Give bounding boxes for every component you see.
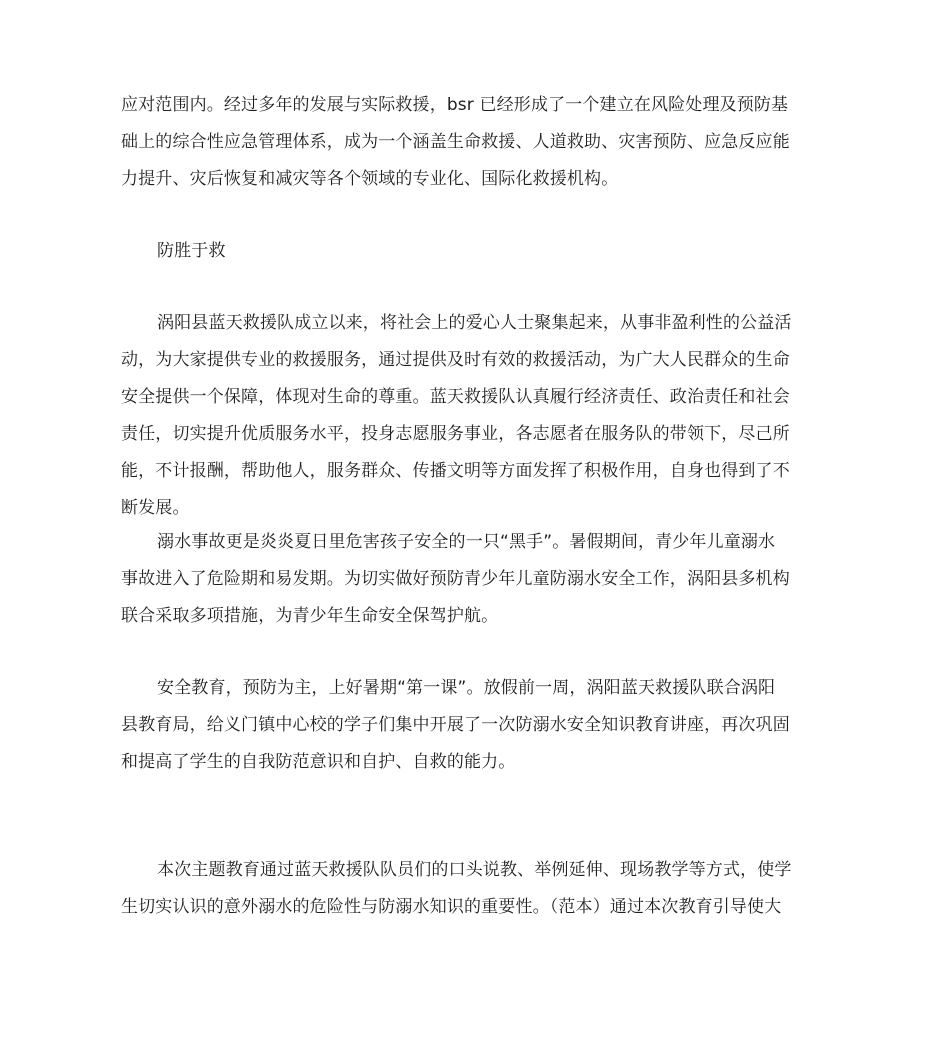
- text-line: 联合采取多项措施，为青少年生命安全保驾护航。: [121, 606, 499, 626]
- text-line: 础上的综合性应急管理体系，成为一个涵盖生命救援、人道救助、灾害预防、应急反应能: [121, 132, 790, 152]
- section-heading: [121, 233, 841, 270]
- text-line: 应对范围内。经过多年的发展与实际救援，bsr 已经形成了一个建立在风险处理及预防基: [121, 95, 789, 115]
- paragraph-bsr-intro: [121, 87, 841, 198]
- heading-text: 防胜于救: [157, 241, 226, 261]
- text-line: 力提升、灾后恢复和减灾等各个领域的专业化、国际化救援机构。: [121, 169, 619, 189]
- text-line: 事故进入了危险期和易发期。为切实做好预防青少年儿童防溺水安全工作，涡阳县多机构: [121, 569, 790, 589]
- paragraph-theme-education: [121, 852, 841, 926]
- text-line: 涡阳县蓝天救援队成立以来，将社会上的爱心人士聚集起来，从事非盈利性的公益活: [157, 313, 792, 333]
- text-line: 县教育局，给义门镇中心校的学子们集中开展了一次防溺水安全知识教育讲座，再次巩固: [121, 715, 790, 735]
- text-line: 溺水事故更是炎炎夏日里危害孩子安全的一只“黑手”。暑假期间，青少年儿童溺水: [157, 532, 776, 552]
- text-line: 生切实认识的意外溺水的危险性与防溺水知识的重要性。（范本）通过本次教育引导使大: [121, 897, 782, 917]
- paragraph-drowning: [121, 524, 841, 635]
- text-line: 责任，切实提升优质服务水平，投身志愿服务事业，各志愿者在服务队的带领下，尽己所: [121, 424, 790, 444]
- text-line: 本次主题教育通过蓝天救援队队员们的口头说教、举例延伸、现场教学等方式，使学: [157, 860, 792, 880]
- text-line: 安全教育，预防为主，上好暑期“第一课”。放假前一周，涡阳蓝天救援队联合涡阳: [157, 678, 776, 698]
- text-line: 安全提供一个保障，体现对生命的尊重。蓝天救援队认真履行经济责任、政治责任和社会: [121, 387, 790, 407]
- paragraph-team-intro: [121, 305, 841, 527]
- paragraph-safety-education: [121, 670, 841, 781]
- text-line: 动，为大家提供专业的救援服务，通过提供及时有效的救援活动，为广大人民群众的生命: [121, 350, 790, 370]
- text-line: 和提高了学生的自我防范意识和自护、自救的能力。: [121, 752, 516, 772]
- text-line: 断发展。: [121, 498, 190, 518]
- text-line: 能，不计报酬，帮助他人，服务群众、传播文明等方面发挥了积极作用，自身也得到了不: [121, 461, 790, 481]
